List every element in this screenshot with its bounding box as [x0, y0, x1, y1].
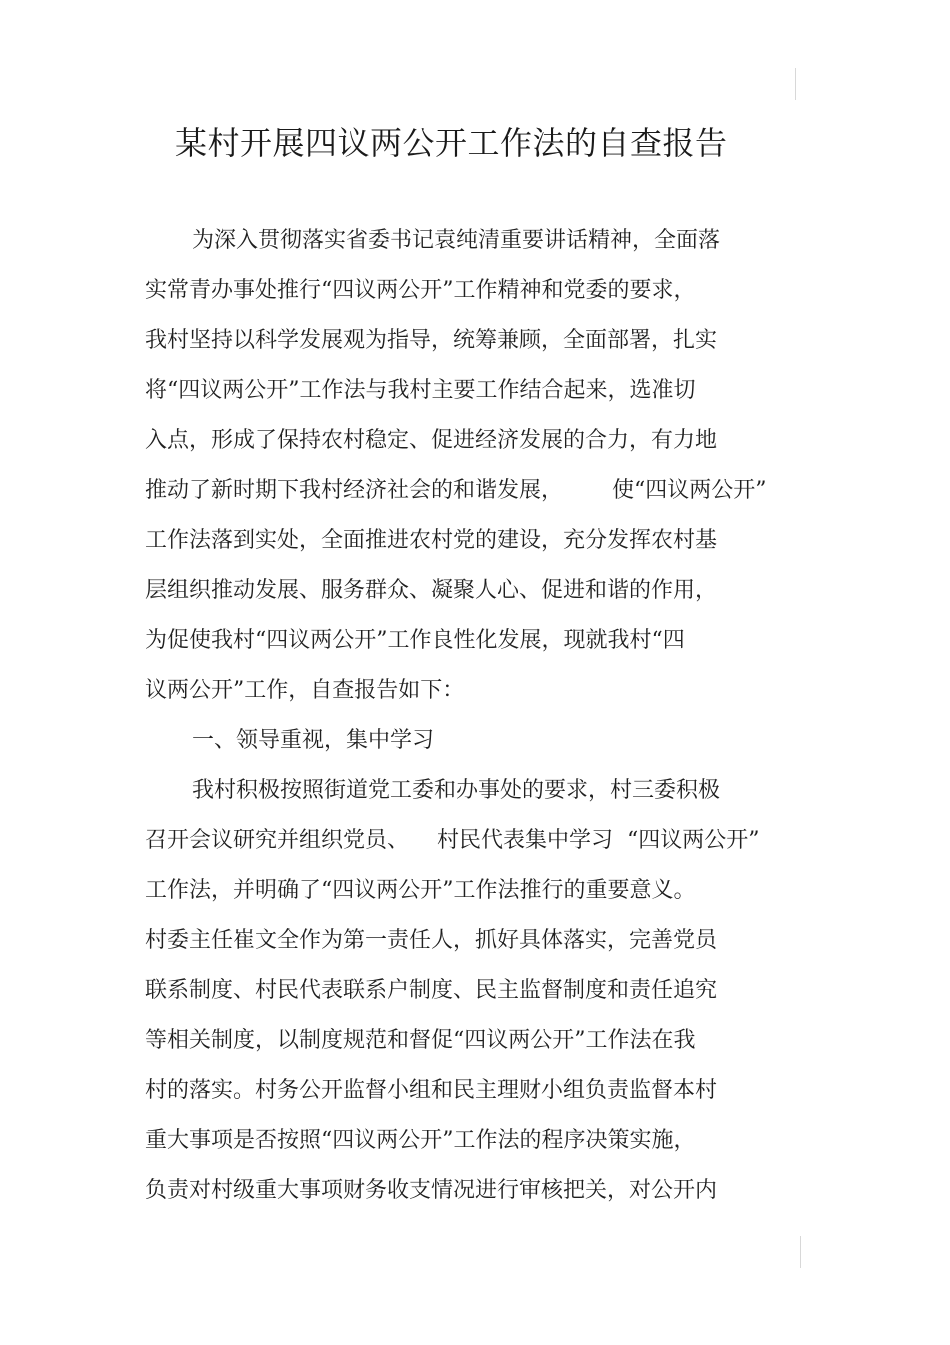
page-corner-mark: [795, 68, 796, 100]
body-line: 实常青办事处推行“四议两公开”工作精神和党委的要求，: [145, 278, 696, 303]
body-line: 等相关制度，以制度规范和督促“四议两公开”工作法在我: [145, 1028, 696, 1053]
body-line: 为促使我村“四议两公开”工作良性化发展，现就我村“四: [145, 628, 685, 653]
body-line: 召开会议研究并组织党员、 村民代表集中学习 “四议两公开”: [145, 828, 760, 853]
body-line: 负责对村级重大事项财务收支情况进行审核把关，对公开内: [145, 1178, 718, 1203]
page-corner-mark: [800, 1236, 801, 1268]
document-title: 某村开展四议两公开工作法的自查报告: [175, 124, 728, 162]
body-line: 我村积极按照街道党工委和办事处的要求，村三委积极: [192, 778, 721, 803]
body-line: 我村坚持以科学发展观为指导，统筹兼顾，全面部署，扎实: [145, 328, 718, 353]
body-line: 为深入贯彻落实省委书记袁纯清重要讲话精神，全面落: [192, 228, 721, 253]
body-line: 工作法落到实处，全面推进农村党的建设，充分发挥农村基: [145, 528, 718, 553]
body-line: 重大事项是否按照“四议两公开”工作法的程序决策实施，: [145, 1128, 696, 1153]
body-line: 入点，形成了保持农村稳定、促进经济发展的合力，有力地: [145, 428, 718, 453]
body-line: 村委主任崔文全作为第一责任人，抓好具体落实，完善党员: [145, 928, 718, 953]
body-line: 将“四议两公开”工作法与我村主要工作结合起来，选准切: [145, 378, 696, 403]
body-line: 层组织推动发展、服务群众、凝聚人心、促进和谐的作用，: [145, 578, 718, 603]
body-line: 推动了新时期下我村经济社会的和谐发展， 使“四议两公开”: [145, 478, 767, 503]
body-line: 议两公开”工作，自查报告如下：: [145, 678, 465, 703]
body-line: 工作法，并明确了“四议两公开”工作法推行的重要意义。: [145, 878, 696, 903]
body-line: 联系制度、村民代表联系户制度、民主监督制度和责任追究: [145, 978, 718, 1003]
section-heading: 一、领导重视，集中学习: [192, 728, 435, 753]
body-line: 村的落实。村务公开监督小组和民主理财小组负责监督本村: [145, 1078, 718, 1103]
